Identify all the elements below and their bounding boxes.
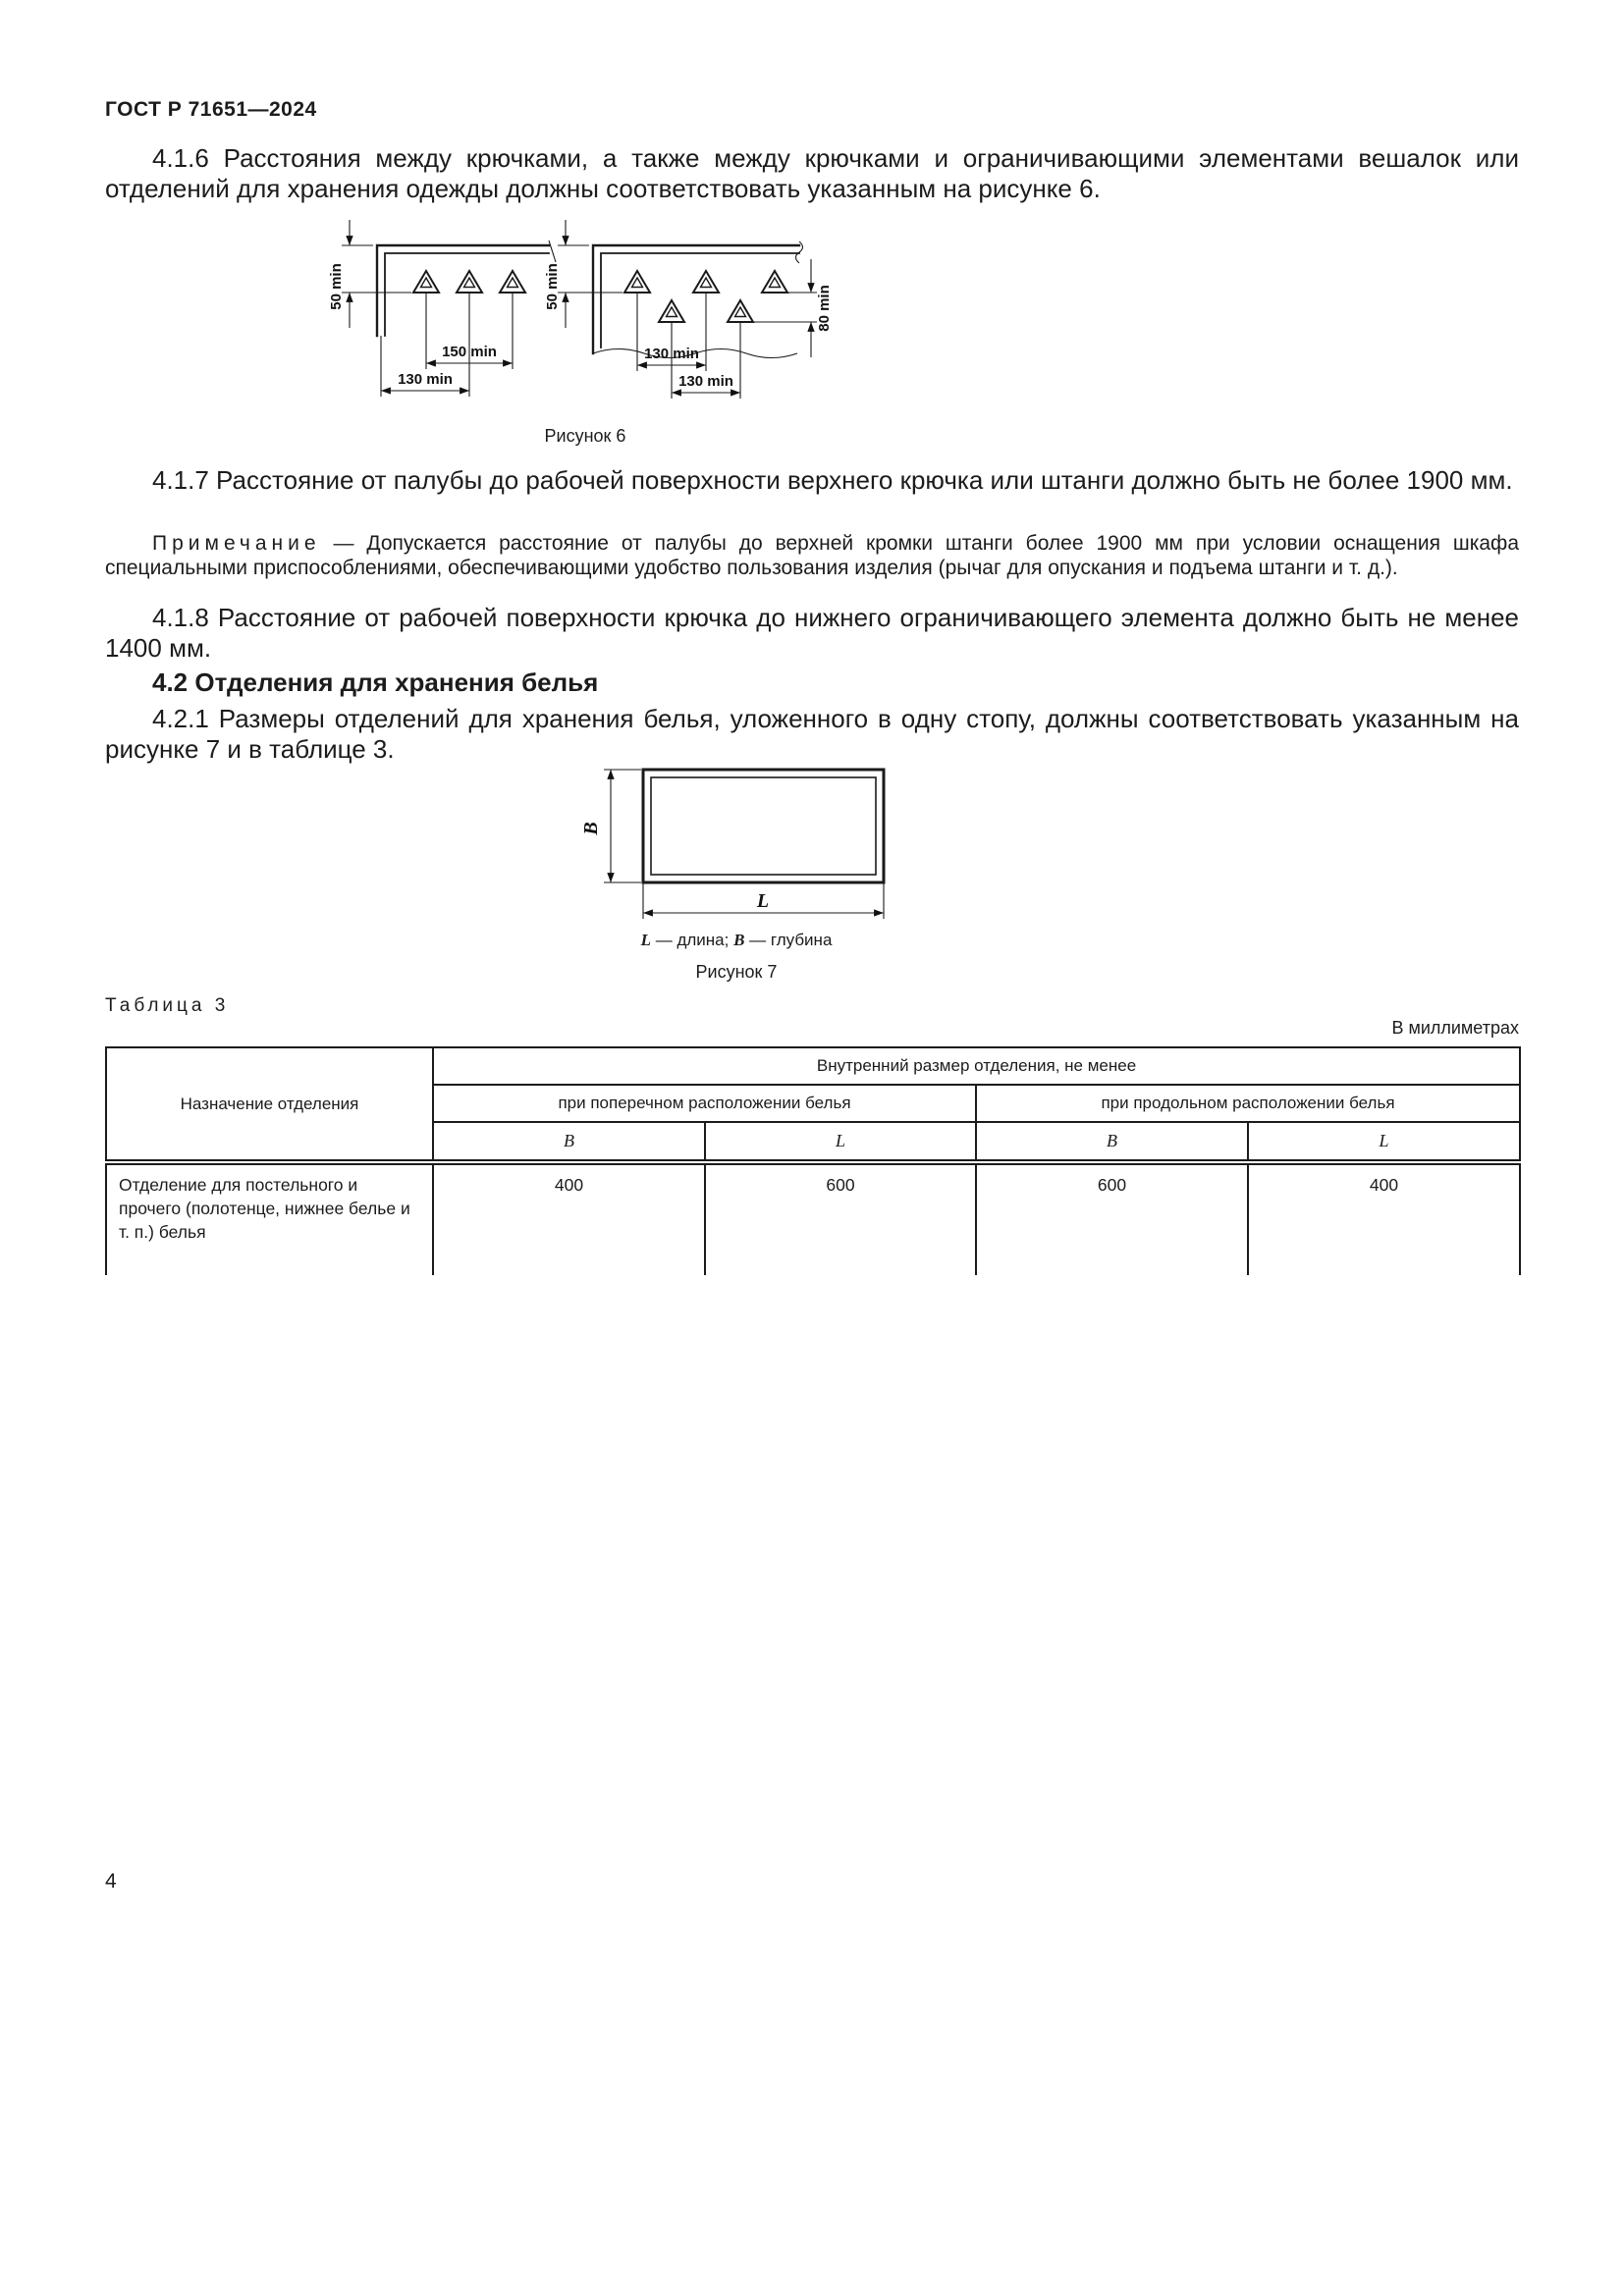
dim-label-B: B [580, 822, 602, 835]
cell-value-B1: 400 [433, 1162, 705, 1275]
panel-profile-outer [593, 245, 799, 353]
legend-text-length: — длина; [655, 931, 730, 949]
col-header-longitudinal: при продольном расположении белья [976, 1085, 1520, 1122]
dimension-lines [604, 770, 884, 919]
compartment-outline-inner [651, 777, 876, 875]
figure-7-legend [511, 931, 962, 950]
col-header-L2: L [1248, 1122, 1520, 1162]
note-paragraph [105, 531, 1519, 580]
figure-7-drawing [560, 764, 972, 926]
dim-label-80min: 80 min [816, 285, 833, 332]
paragraph-4-2-1: 4.2.1 Размеры отделений для хранения белья, уложенного в одну стопу, должны соответствовать указанным на рисунке 7 и в таблице 3. [105, 704, 1519, 764]
figure-6-caption: Рисунок 6 [544, 426, 626, 446]
col-header-transverse: при поперечном расположении белья [433, 1085, 976, 1122]
legend-var-B: B [733, 931, 745, 949]
note-label: Примечание [152, 532, 321, 555]
page-number: 4 [105, 1870, 117, 1893]
cell-value-L2: 400 [1248, 1162, 1520, 1275]
legend-text-depth: — глубина [749, 931, 833, 949]
figure-7-caption: Рисунок 7 [695, 962, 778, 982]
paragraph-4-1-6: 4.1.6 Расстояния между крючками, а также между крючками и ограничивающими элементами вешалок или отделений для хранения одежды должны соответствовать указанным на рисунке 6. [105, 143, 1519, 203]
document-header: ГОСТ Р 71651—2024 [105, 98, 317, 121]
cell-value-B2: 600 [976, 1162, 1248, 1275]
legend-var-L: L [640, 931, 651, 949]
table-3-label: Таблица 3 [105, 995, 230, 1016]
table-row [106, 1162, 1520, 1275]
note-text: — Допускается расстояние от палубы до верхней кромки штанги более 1900 мм при условии оснащения шкафа специальными приспособлениями, обеспечивающими удобство пользования изделия (рычаг для опускания и подъема штанги и т. д.). [105, 532, 1519, 579]
dimension-lines [558, 220, 817, 399]
fig6-right-drawing [544, 220, 833, 399]
dim-label-50min-right: 50 min [544, 263, 561, 310]
cell-value-L1: 600 [705, 1162, 976, 1275]
dim-label-130min-top: 130 min [644, 346, 699, 362]
compartment-outline-outer [643, 770, 884, 882]
fig6-left-drawing [328, 220, 556, 397]
panel-profile-inner [385, 253, 549, 336]
dim-label-50min-left: 50 min [328, 263, 345, 310]
paragraph-4-1-7: 4.1.7 Расстояние от палубы до рабочей поверхности верхнего крючка или штанги должно быть не более 1900 мм. [152, 465, 1513, 495]
paragraph-4-1-8: 4.1.8 Расстояние от рабочей поверхности крючка до нижнего ограничивающего элемента должно быть не менее 1400 мм. [105, 603, 1519, 663]
hook-icons [413, 271, 525, 293]
section-heading-4-2: 4.2 Отделения для хранения белья [152, 667, 599, 697]
table-header-row-1 [106, 1047, 1520, 1085]
dim-label-130min-left: 130 min [398, 371, 453, 388]
col-header-B1: B [433, 1122, 705, 1162]
table-3 [105, 1046, 1521, 1275]
col-header-L1: L [705, 1122, 976, 1162]
table-units-note: В миллиметрах [1391, 1018, 1519, 1038]
panel-profile-inner [601, 253, 799, 347]
cell-purpose: Отделение для постельного и прочего (полотенце, нижнее белье и т. п.) белья [106, 1162, 433, 1275]
col-header-purpose: Назначение отделения [106, 1047, 433, 1162]
dim-label-130min-bottom: 130 min [678, 373, 733, 390]
col-header-inner-size: Внутренний размер отделения, не менее [433, 1047, 1520, 1085]
panel-break-line [549, 240, 556, 262]
dim-label-L: L [756, 890, 770, 912]
dim-label-150min: 150 min [442, 344, 497, 360]
figure-6-drawing [326, 218, 844, 414]
col-header-B2: B [976, 1122, 1248, 1162]
